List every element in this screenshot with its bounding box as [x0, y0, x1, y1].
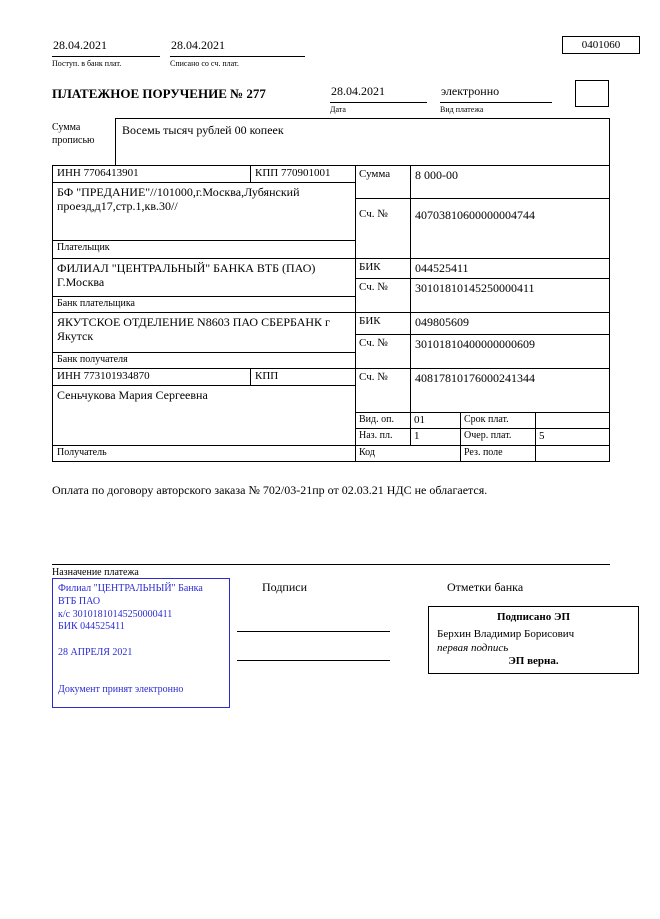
payer-inn-row [53, 166, 355, 183]
signature-line-1 [237, 610, 390, 632]
date-received-label: Поступ. в банк плат. [52, 59, 122, 68]
payee-account-label: Сч. № [356, 369, 411, 412]
payer-bank-account-label: Сч. № [356, 279, 411, 312]
payer-bank-right [356, 259, 609, 312]
payer-bank-bik-row [356, 259, 609, 279]
reserve-field-value [536, 446, 609, 461]
amount-in-words-label: Сумма прописью [52, 122, 95, 146]
payer-left [53, 166, 356, 258]
signatures-heading: Подписи [262, 580, 308, 594]
payer-bank-bik-label: БИК [356, 259, 411, 278]
purpose-code-row [356, 429, 609, 446]
date-debited-value: 28.04.2021 [170, 38, 305, 57]
payee-bank-account: 30101810400000000609 [415, 337, 535, 351]
payee-bank-account-label: Сч. № [356, 335, 411, 368]
stamp-bik: БИК 044525411 [58, 621, 125, 633]
payee-section-label: Получатель [57, 447, 107, 458]
op-type-value: 01 [411, 413, 461, 428]
purpose-label-block [52, 564, 610, 578]
payee-account-row [356, 369, 609, 413]
title-date-block [330, 84, 427, 114]
esignature-box [428, 606, 639, 674]
payer-bank-band [53, 259, 609, 313]
payee-bank-right [356, 313, 609, 368]
title-date-label: Дата [330, 105, 346, 114]
payment-kind-block [440, 84, 552, 114]
purpose-code-label: Наз. пл. [356, 429, 411, 445]
payer-inn: ИНН 7706413901 [53, 166, 251, 182]
priority-value: 5 [539, 430, 545, 442]
payee-right [356, 369, 609, 461]
code-label: Код [356, 446, 461, 461]
amount-value: 8 000-00 [415, 168, 458, 182]
payer-bank-account-row [356, 279, 609, 312]
payer-bank-name: ФИЛИАЛ "ЦЕНТРАЛЬНЫЙ" БАНКА ВТБ (ПАО) Г.Москва [53, 259, 355, 297]
amount-in-words-value: Восемь тысяч рублей 00 копеек [115, 118, 610, 165]
date-debited-block [170, 38, 305, 68]
op-type-label: Вид. оп. [356, 413, 411, 428]
payee-bank-left [53, 313, 356, 368]
payee-kpp: КПП [255, 370, 279, 382]
payer-right [356, 166, 609, 258]
payment-kind-value: электронно [440, 84, 552, 103]
payee-bank-section-label: Банк получателя [57, 354, 128, 365]
payee-inn: ИНН 773101934870 [53, 369, 251, 385]
date-received-block [52, 38, 160, 68]
due-date-value [536, 413, 609, 428]
amount-label: Сумма [356, 166, 411, 198]
purpose-code-value: 1 [411, 429, 461, 445]
payee-bank-name: ЯКУТСКОЕ ОТДЕЛЕНИЕ N8603 ПАО СБЕРБАНК г Якутск [53, 313, 355, 353]
status-checkbox-box [575, 80, 609, 107]
payee-inn-row [53, 369, 355, 386]
title-date-value: 28.04.2021 [330, 84, 427, 103]
payer-bank-left [53, 259, 356, 312]
amount-row [356, 166, 609, 199]
purpose-label: Назначение платежа [52, 564, 610, 578]
reserve-field-label: Рез. поле [461, 446, 536, 461]
payee-bank-account-row [356, 335, 609, 368]
payer-bank-section-label: Банк плательщика [57, 298, 135, 309]
esignature-kind: первая подпись [437, 641, 509, 654]
esignature-signer: Берхин Владимир Борисович [437, 627, 575, 640]
signature-line-2 [237, 640, 390, 661]
stamp-bank-name-line2: ВТБ ПАО [58, 595, 101, 607]
stamp-bank-name-line1: Филиал "ЦЕНТРАЛЬНЫЙ" Банка [58, 583, 203, 594]
payer-bank-bik: 044525411 [415, 261, 469, 275]
payer-bank-account: 30101810145250000411 [415, 281, 535, 295]
priority-label: Очер. плат. [461, 429, 536, 445]
payer-band [53, 166, 609, 259]
code-row [356, 446, 609, 461]
payee-bank-band [53, 313, 609, 369]
payer-account-row [356, 199, 609, 258]
payee-band [53, 369, 609, 461]
payee-name: Сеньчукова Мария Сергеевна [53, 386, 355, 446]
stamp-date: 28 АПРЕЛЯ 2021 [58, 647, 133, 659]
payer-name: БФ "ПРЕДАНИЕ"//101000,г.Москва,Лубянский проезд,д17,стр.1,кв.30// [53, 183, 355, 241]
payee-bank-bik: 049805609 [415, 315, 469, 329]
due-date-label: Срок плат. [461, 413, 536, 428]
payer-kpp: КПП 770901001 [255, 167, 331, 179]
payee-account: 40817810176000241344 [415, 371, 535, 385]
payer-account: 40703810600000004744 [415, 208, 535, 222]
stamp-note: Документ принят электронно [58, 683, 184, 695]
date-debited-label: Списано со сч. плат. [170, 59, 239, 68]
esignature-verified: ЭП верна. [508, 655, 559, 668]
requisites-table [52, 165, 610, 462]
purpose-text: Оплата по договору авторского заказа № 702/03-21пр от 02.03.21 НДС не облагается. [52, 483, 488, 497]
document-title: ПЛАТЕЖНОЕ ПОРУЧЕНИЕ № 277 [52, 86, 266, 101]
stamp-corr-account: к/с 30101810145250000411 [58, 608, 173, 620]
payee-bank-bik-row [356, 313, 609, 335]
payment-kind-label: Вид платежа [440, 105, 484, 114]
op-type-row [356, 413, 609, 429]
payer-account-label: Сч. № [356, 199, 411, 258]
payee-left [53, 369, 356, 461]
bank-marks-heading: Отметки банка [447, 580, 524, 594]
esignature-title: Подписано ЭП [496, 611, 571, 623]
bank-stamp-box [52, 578, 230, 708]
payer-section-label: Плательщик [57, 242, 110, 253]
date-received-value: 28.04.2021 [52, 38, 160, 57]
form-code-box: 0401060 [562, 36, 640, 54]
payee-bank-bik-label: БИК [356, 313, 411, 334]
